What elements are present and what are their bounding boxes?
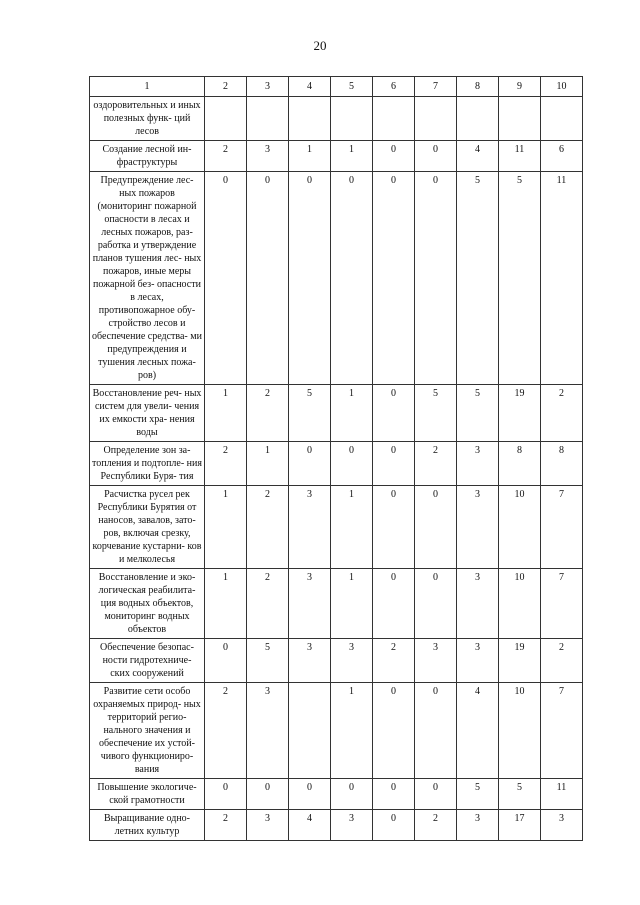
header-row (90, 77, 583, 97)
column-header-4: 4 (289, 77, 331, 97)
row-label: Предупреждение лес- ных пожаров (мониторинг пожарной опасности в лесах и лесных пожаров, раз- работка и утверждение планов тушения лес- ных пожаров, иные меры пожарной без- опасности в лесах, противопожарное обу- стройство лесов и обеспечение средства- ми предупреждения и тушения лесных пожа- ров) (90, 172, 205, 385)
table-cell: 0 (415, 779, 457, 810)
table-cell: 0 (373, 141, 415, 172)
table-cell: 3 (247, 141, 289, 172)
table-cell: 10 (499, 486, 541, 569)
table-cell: 11 (499, 141, 541, 172)
table-cell (415, 97, 457, 141)
table-cell: 3 (415, 639, 457, 683)
table-cell: 11 (541, 779, 583, 810)
table-body (90, 97, 583, 841)
table-cell: 5 (415, 385, 457, 442)
row-label: Создание лесной ин- фраструктуры (90, 141, 205, 172)
table-cell: 6 (541, 141, 583, 172)
table-cell: 0 (205, 779, 247, 810)
table-cell: 2 (205, 141, 247, 172)
row-label: оздоровительных и иных полезных функ- ций лесов (90, 97, 205, 141)
table-row (90, 569, 583, 639)
table-cell: 1 (331, 385, 373, 442)
column-header-9: 9 (499, 77, 541, 97)
table-cell: 3 (457, 442, 499, 486)
table-cell: 2 (415, 810, 457, 841)
table-cell: 0 (205, 639, 247, 683)
table-cell: 0 (331, 779, 373, 810)
table-cell: 10 (499, 569, 541, 639)
table-cell: 0 (415, 683, 457, 779)
table-cell: 0 (373, 385, 415, 442)
table-cell: 3 (289, 486, 331, 569)
table-cell: 0 (289, 442, 331, 486)
table-row (90, 639, 583, 683)
table-cell: 5 (289, 385, 331, 442)
table-cell: 5 (499, 172, 541, 385)
page-number: 20 (313, 38, 327, 53)
table-cell: 2 (247, 486, 289, 569)
table-cell: 5 (457, 779, 499, 810)
column-header-10: 10 (541, 77, 583, 97)
table-cell: 0 (415, 141, 457, 172)
table-cell: 3 (541, 810, 583, 841)
table-row (90, 97, 583, 141)
table-cell: 0 (373, 683, 415, 779)
table-cell (289, 683, 331, 779)
table-cell (541, 97, 583, 141)
table-cell: 1 (331, 569, 373, 639)
column-header-1: 1 (90, 77, 205, 97)
table-cell: 0 (247, 779, 289, 810)
table-cell: 5 (499, 779, 541, 810)
table-cell: 7 (541, 683, 583, 779)
table-cell: 3 (331, 639, 373, 683)
table-cell: 8 (541, 442, 583, 486)
column-header-8: 8 (457, 77, 499, 97)
table-row (90, 172, 583, 385)
table-cell (499, 97, 541, 141)
table-cell: 5 (247, 639, 289, 683)
table-cell (373, 97, 415, 141)
table-cell: 1 (205, 385, 247, 442)
row-label: Обеспечение безопас- ности гидротехниче- ских сооружений (90, 639, 205, 683)
table-cell: 4 (457, 683, 499, 779)
table-cell: 3 (331, 810, 373, 841)
table-cell: 0 (205, 172, 247, 385)
column-header-3: 3 (247, 77, 289, 97)
table-cell: 2 (205, 810, 247, 841)
table-cell (247, 97, 289, 141)
column-header-2: 2 (205, 77, 247, 97)
table-row (90, 779, 583, 810)
table-cell: 0 (373, 779, 415, 810)
table-cell: 1 (289, 141, 331, 172)
table-cell: 3 (289, 639, 331, 683)
row-label: Определение зон за- топления и подтопле- ния Республики Буря- тия (90, 442, 205, 486)
table-cell (205, 97, 247, 141)
table-cell: 2 (541, 639, 583, 683)
table-cell: 0 (247, 172, 289, 385)
table-cell: 1 (331, 486, 373, 569)
table-cell: 8 (499, 442, 541, 486)
table-cell: 2 (205, 683, 247, 779)
row-label: Расчистка русел рек Республики Бурятия от наносов, завалов, зато- ров, включая срезку, корчевание кустарни- ков и мелколесья (90, 486, 205, 569)
table-cell: 0 (415, 486, 457, 569)
table-row (90, 683, 583, 779)
table-cell: 11 (541, 172, 583, 385)
table-cell: 2 (247, 385, 289, 442)
row-label: Восстановление реч- ных систем для увели- чения их емкости хра- нения воды (90, 385, 205, 442)
table-cell: 5 (457, 385, 499, 442)
table-row (90, 141, 583, 172)
table-cell: 1 (247, 442, 289, 486)
table-row (90, 385, 583, 442)
table-cell: 0 (415, 172, 457, 385)
table-cell: 5 (457, 172, 499, 385)
table-cell: 3 (457, 486, 499, 569)
table-cell: 0 (373, 442, 415, 486)
row-label: Развитие сети особо охраняемых природ- ных территорий регио- нального значения и обеспечение их устой- чивого функциониро- вания (90, 683, 205, 779)
column-header-7: 7 (415, 77, 457, 97)
table-cell: 19 (499, 385, 541, 442)
table-cell: 0 (289, 172, 331, 385)
table-cell (289, 97, 331, 141)
table-cell: 4 (289, 810, 331, 841)
table-cell: 1 (331, 141, 373, 172)
table-cell: 17 (499, 810, 541, 841)
table-cell: 0 (331, 172, 373, 385)
table-row (90, 810, 583, 841)
row-label: Восстановление и эко- логическая реабилита- ция водных объектов, мониторинг водных объектов (90, 569, 205, 639)
table-cell: 1 (205, 569, 247, 639)
row-label: Выращивание одно- летних культур (90, 810, 205, 841)
table-cell: 2 (415, 442, 457, 486)
table-cell: 0 (373, 810, 415, 841)
table-cell: 2 (373, 639, 415, 683)
table-cell: 0 (373, 486, 415, 569)
data-table (89, 76, 583, 841)
table-cell: 3 (247, 683, 289, 779)
table-cell (331, 97, 373, 141)
table-cell: 7 (541, 569, 583, 639)
table-cell: 3 (457, 569, 499, 639)
table-cell: 10 (499, 683, 541, 779)
table-cell: 0 (415, 569, 457, 639)
table-cell: 2 (205, 442, 247, 486)
table-row (90, 442, 583, 486)
table-cell: 7 (541, 486, 583, 569)
table-cell: 0 (331, 442, 373, 486)
table-cell: 3 (457, 639, 499, 683)
table-cell: 3 (457, 810, 499, 841)
row-label: Повышение экологиче- ской грамотности (90, 779, 205, 810)
table-cell: 0 (373, 172, 415, 385)
table-cell: 4 (457, 141, 499, 172)
table-cell: 0 (373, 569, 415, 639)
table-cell: 2 (247, 569, 289, 639)
column-header-6: 6 (373, 77, 415, 97)
table-cell: 2 (541, 385, 583, 442)
table-cell: 0 (289, 779, 331, 810)
table-cell: 1 (205, 486, 247, 569)
table-cell (457, 97, 499, 141)
table-row (90, 486, 583, 569)
table-cell: 19 (499, 639, 541, 683)
column-header-5: 5 (331, 77, 373, 97)
table-cell: 3 (289, 569, 331, 639)
table-cell: 3 (247, 810, 289, 841)
table-cell: 1 (331, 683, 373, 779)
